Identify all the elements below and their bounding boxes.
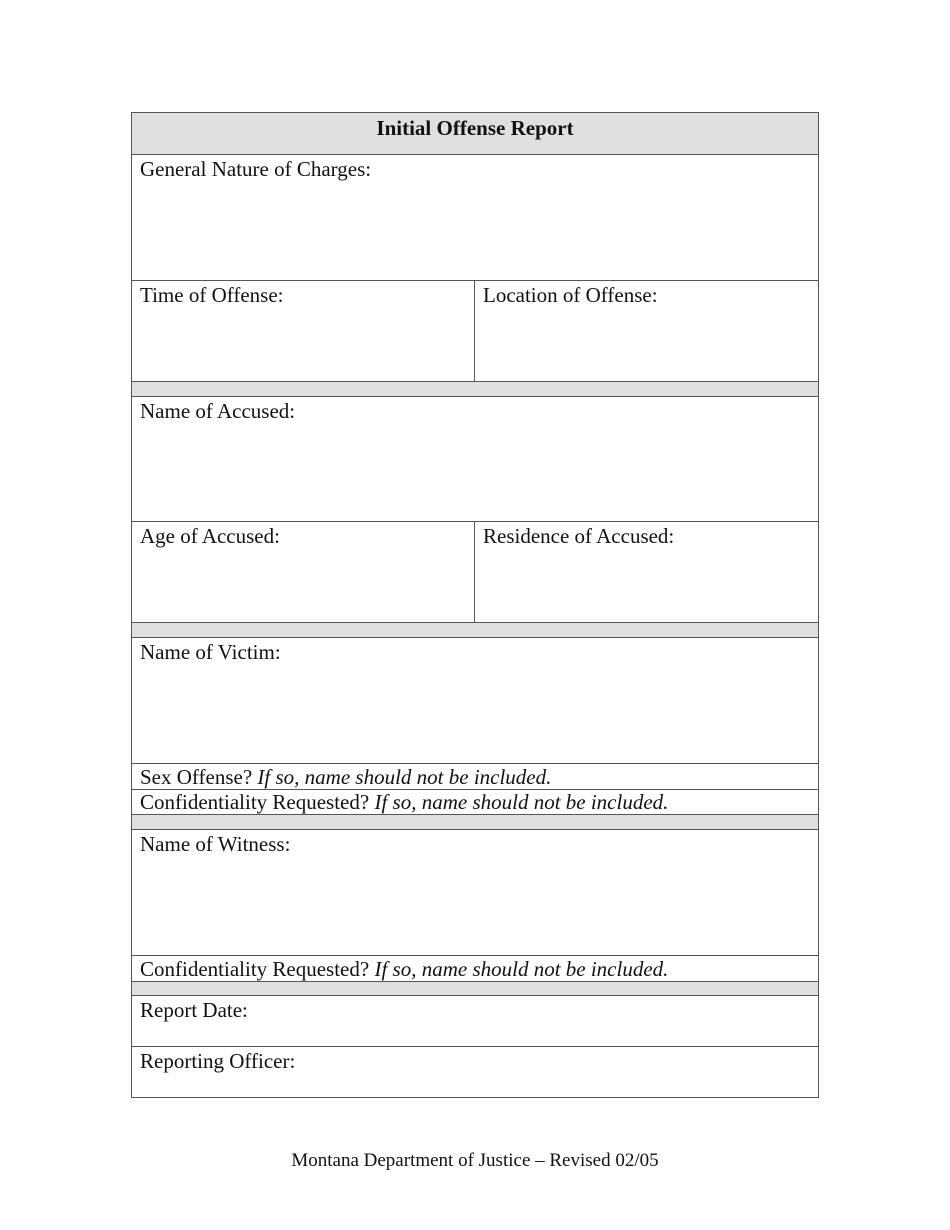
report-date-label: Report Date: bbox=[140, 998, 248, 1022]
report-date-field[interactable] bbox=[132, 995, 818, 1046]
separator bbox=[132, 814, 818, 829]
separator bbox=[132, 622, 818, 637]
victim-confidentiality-text bbox=[132, 790, 818, 814]
age-of-accused-label: Age of Accused: bbox=[140, 524, 280, 548]
witness-confidentiality-note: If so, name should not be included. bbox=[374, 957, 669, 981]
name-of-witness-label: Name of Witness: bbox=[140, 832, 291, 856]
victim-confidentiality-field[interactable] bbox=[132, 789, 818, 814]
age-residence-row bbox=[132, 521, 818, 622]
residence-of-accused-label: Residence of Accused: bbox=[483, 524, 675, 548]
initial-offense-report-form bbox=[131, 112, 819, 1098]
witness-confidentiality-text bbox=[132, 956, 818, 981]
name-of-witness-field[interactable] bbox=[132, 829, 818, 955]
time-location-row bbox=[132, 280, 818, 381]
general-nature-field[interactable] bbox=[132, 154, 818, 280]
victim-confidentiality-note: If so, name should not be included. bbox=[374, 790, 669, 814]
separator bbox=[132, 381, 818, 396]
location-of-offense-label: Location of Offense: bbox=[483, 283, 658, 307]
sex-offense-note: If so, name should not be included. bbox=[257, 765, 552, 789]
form-title: Initial Offense Report bbox=[376, 116, 574, 140]
separator bbox=[132, 981, 818, 995]
sex-offense-field[interactable] bbox=[132, 763, 818, 789]
residence-of-accused-field[interactable] bbox=[475, 522, 818, 622]
reporting-officer-field[interactable] bbox=[132, 1046, 818, 1097]
reporting-officer-label: Reporting Officer: bbox=[140, 1049, 296, 1073]
location-of-offense-field[interactable] bbox=[475, 281, 818, 381]
time-of-offense-field[interactable] bbox=[132, 281, 475, 381]
sex-offense-text bbox=[132, 764, 818, 789]
witness-confidentiality-label: Confidentiality Requested? bbox=[140, 957, 370, 981]
victim-confidentiality-label: Confidentiality Requested? bbox=[140, 790, 370, 814]
sex-offense-label: Sex Offense? bbox=[140, 765, 253, 789]
form-header bbox=[132, 113, 818, 154]
name-of-accused-field[interactable] bbox=[132, 396, 818, 521]
time-of-offense-label: Time of Offense: bbox=[140, 283, 284, 307]
name-of-victim-field[interactable] bbox=[132, 637, 818, 763]
name-of-accused-label: Name of Accused: bbox=[140, 399, 296, 423]
age-of-accused-field[interactable] bbox=[132, 522, 475, 622]
witness-confidentiality-field[interactable] bbox=[132, 955, 818, 981]
name-of-victim-label: Name of Victim: bbox=[140, 640, 281, 664]
footer-text: Montana Department of Justice – Revised 02/05 bbox=[291, 1150, 659, 1171]
general-nature-label: General Nature of Charges: bbox=[140, 157, 372, 181]
